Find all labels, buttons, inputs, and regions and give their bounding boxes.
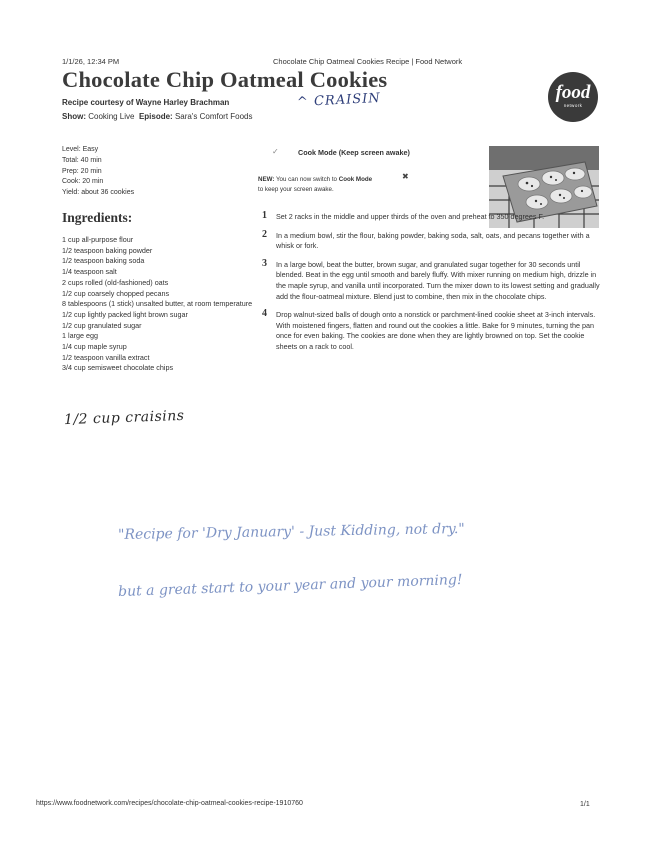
ingredient-item: 1/2 cup granulated sugar: [62, 320, 142, 330]
ingredient-item: 1/2 teaspoon vanilla extract: [62, 352, 150, 362]
logo-sub: network: [563, 103, 583, 108]
step-text: In a medium bowl, stir the flour, baking powder, baking soda, salt, oats, and pecans together with a whisk or fork.: [276, 230, 590, 251]
logo-word: food: [555, 82, 591, 103]
step-number: 2: [262, 228, 267, 240]
handwritten-note-line2: but a great start to your year and your morning!: [117, 571, 463, 601]
ingredient-item: 2 cups rolled (old-fashioned) oats: [62, 277, 169, 287]
ingredient-item: 1 cup all-purpose flour: [62, 235, 134, 244]
handwritten-craisin-insert: ^ CRAISIN: [296, 90, 382, 111]
meta-total: Total: 40 min: [62, 156, 102, 164]
ingredient-item: 1/2 cup coarsely chopped pecans: [62, 288, 170, 298]
ingredients-list: [62, 235, 274, 374]
ingredient-item: 1/4 teaspoon salt: [62, 267, 117, 277]
ingredient-item: 3/4 cup semisweet chocolate chips: [62, 363, 174, 373]
cook-mode-label: Cook Mode (Keep screen awake): [298, 148, 410, 157]
show-label: Show:: [62, 112, 86, 121]
directions-list: [262, 212, 604, 361]
direction-step: [262, 257, 604, 302]
food-network-logo[interactable]: [548, 72, 598, 122]
cook-mode-check-icon[interactable]: ✓: [272, 147, 279, 156]
close-icon[interactable]: ✖: [402, 172, 409, 181]
ingredient-item: 1/2 cup lightly packed light brown sugar: [62, 309, 188, 319]
direction-step: [262, 228, 604, 252]
recipe-courtesy: Recipe courtesy of Wayne Harley Brachman: [62, 98, 230, 107]
show-value[interactable]: Cooking Live: [88, 112, 135, 121]
footer-url[interactable]: https://www.foodnetwork.com/recipes/chocolate-chip-oatmeal-cookies-recipe-1910760: [36, 800, 303, 807]
cook-mode-notice: [258, 175, 418, 195]
meta-level: Level: Easy: [62, 146, 99, 153]
direction-step: [262, 310, 604, 352]
cook-mode-link[interactable]: Cook Mode: [338, 176, 373, 183]
ingredient-item: 1 large egg: [62, 331, 98, 341]
step-text: In a large bowl, beat the butter, brown sugar, and granulated sugar together for 30 seconds until blended. Beat in the egg until smooth and barely fluffy. With mixer running on medium high, drizzle in the maple syrup, and vanilla until incorporated. Turn the mixer down to its lowest setting and gradually add the flour-oatmeal mixture. Blend just to combine, then mix in the chocolate chips.: [276, 259, 600, 301]
step-number: 4: [262, 308, 267, 320]
new-text-2: to keep your screen awake.: [258, 186, 334, 193]
new-label: NEW:: [258, 176, 275, 183]
ingredient-item: 1/2 teaspoon baking powder: [62, 245, 153, 255]
meta-prep: Prep: 20 min: [62, 167, 102, 175]
show-episode-line: [62, 112, 253, 121]
handwritten-ingredient-craisins: 1/2 cup craisins: [63, 407, 185, 429]
print-page-title: Chocolate Chip Oatmeal Cookies Recipe | Food Network: [273, 57, 463, 66]
new-text-1: You can now switch to: [276, 176, 337, 183]
episode-value[interactable]: Sara's Comfort Foods: [174, 112, 253, 121]
recipe-meta: [62, 145, 134, 199]
ingredient-item: 8 tablespoons (1 stick) unsalted butter, at room temperature: [62, 299, 253, 309]
step-text: Drop walnut-sized balls of dough onto a nonstick or parchment-lined cookie sheet at 3-inch intervals. With moistened fingers, flatten and round out the cookies a little. Bake for 9 minutes, turning the pan once for even baking. The cookies are done when they are lightly browned on top. Set the cookie sheets on a rack to cool.: [276, 310, 596, 351]
handwritten-note-line1: "Recipe for 'Dry January' - Just Kidding, not dry.": [117, 520, 465, 544]
meta-cook: Cook: 20 min: [62, 178, 104, 186]
cook-mode-toggle[interactable]: [298, 148, 410, 157]
footer-page-number: 1/1: [580, 801, 590, 808]
print-datetime: 1/1/26, 12:34 PM: [62, 57, 120, 66]
step-number: 1: [262, 210, 267, 221]
step-number: 3: [262, 257, 267, 269]
direction-step: [262, 212, 604, 223]
ingredients-heading: Ingredients:: [62, 210, 133, 225]
recipe-title: Chocolate Chip Oatmeal Cookies: [62, 67, 388, 92]
ingredient-item: 1/2 teaspoon baking soda: [62, 256, 145, 266]
episode-label: Episode:: [138, 112, 173, 121]
step-text: Set 2 racks in the middle and upper thirds of the oven and preheat to 350 degrees F.: [276, 212, 545, 221]
ingredient-item: 1/4 cup maple syrup: [62, 342, 127, 352]
meta-yield: Yield: about 36 cookies: [62, 189, 135, 197]
